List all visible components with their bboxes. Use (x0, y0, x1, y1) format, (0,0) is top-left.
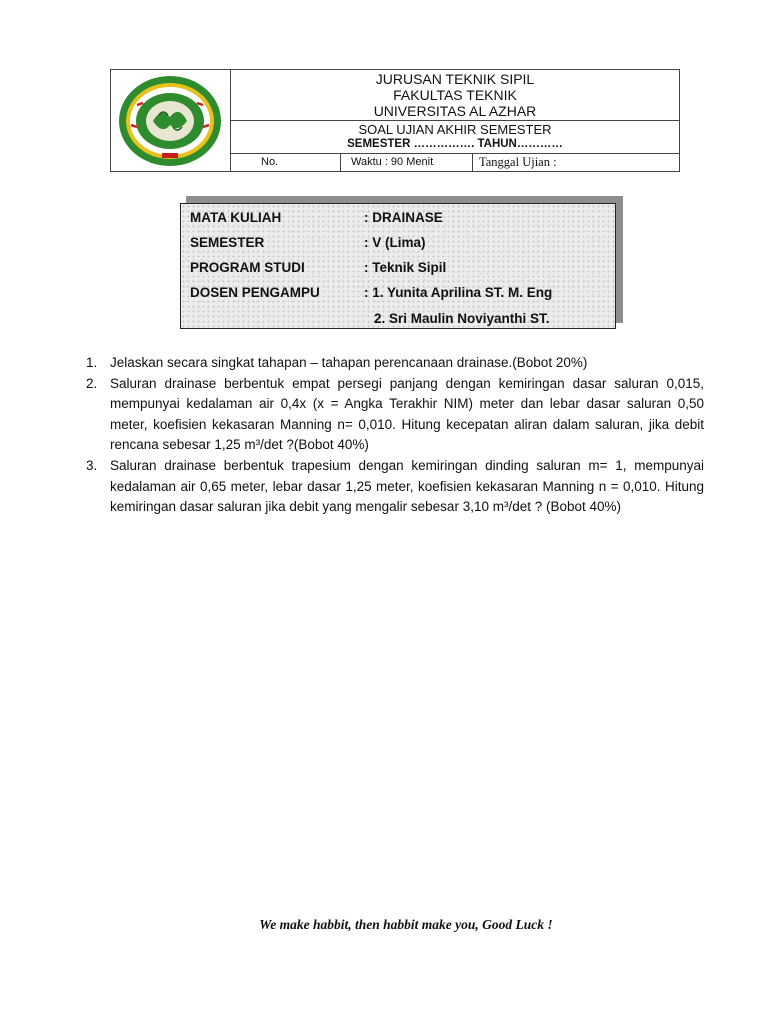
course-row-value: : V (Lima) (364, 235, 426, 250)
course-row-value: 2. Sri Maulin Noviyanthi ST. (374, 311, 550, 326)
course-info-box (180, 203, 616, 329)
course-row-value: : 1. Yunita Aprilina ST. M. Eng (364, 285, 553, 300)
course-row-label: DOSEN PENGAMPU (190, 285, 320, 300)
question-item (86, 456, 704, 518)
institution-title (231, 70, 679, 120)
question-number: 1. (86, 355, 98, 370)
university-name: UNIVERSITAS AL AZHAR (373, 103, 537, 119)
question-text: Saluran drainase berbentuk trapesium dengan kemiringan dinding saluran m= 1, mempunyai kedalaman air 0,65 meter, lebar dasar 1,25 meter, koefisien kekasaran Manning n = 0,010. Hitung kemiringan dasar saluran jika debit yang mengalir sebesar 3,10 m³/det ? (Bobot 40%) (110, 457, 704, 515)
exam-subtitle: SEMESTER ……………. TAHUN………… (347, 138, 563, 150)
course-row-label: PROGRAM STUDI (190, 260, 305, 275)
exam-header-table (110, 69, 680, 172)
question-text: Saluran drainase berbentuk empat persegi panjang dengan kemiringan dasar saluran 0,015, mempunyai kedalaman air 0,4x (x = Angka Terakhir NIM) meter dan lebar dasar saluran 0,50 meter, koefisien kekasaran Manning n= 0,010. Hitung kecepatan aliran dalam saluran, jika debit rencana sebesar 1,25 m³/det ?(Bobot 40%) (110, 375, 704, 453)
question-list (86, 353, 704, 518)
logo-cell (111, 70, 231, 171)
course-row-label: MATA KULIAH (190, 210, 282, 225)
duration-field: Waktu : 90 Menit (341, 154, 473, 171)
department-name: JURUSAN TEKNIK SIPIL (375, 71, 535, 87)
question-text: Jelaskan secara singkat tahapan – tahapan perencanaan drainase.(Bobot 20%) (110, 355, 588, 370)
question-item (86, 353, 704, 374)
exam-title: SOAL UJIAN AKHIR SEMESTER (358, 122, 552, 137)
course-row-label: SEMESTER (190, 235, 265, 250)
footer-motto: We make habbit, then habbit make you, Good Luck ! (259, 917, 553, 932)
question-number: 2. (86, 375, 98, 391)
faculty-name: FAKULTAS TEKNIK (393, 87, 517, 103)
question-item (86, 374, 704, 456)
exam-info-row (231, 153, 679, 171)
course-row-value: : DRAINASE (364, 210, 443, 225)
university-logo (117, 75, 223, 167)
exam-title-block (231, 120, 679, 153)
exam-date-field: Tanggal Ujian : (479, 155, 557, 169)
number-field: No. (231, 154, 341, 171)
course-row-value: : Teknik Sipil (364, 260, 447, 275)
question-number: 3. (86, 457, 98, 473)
